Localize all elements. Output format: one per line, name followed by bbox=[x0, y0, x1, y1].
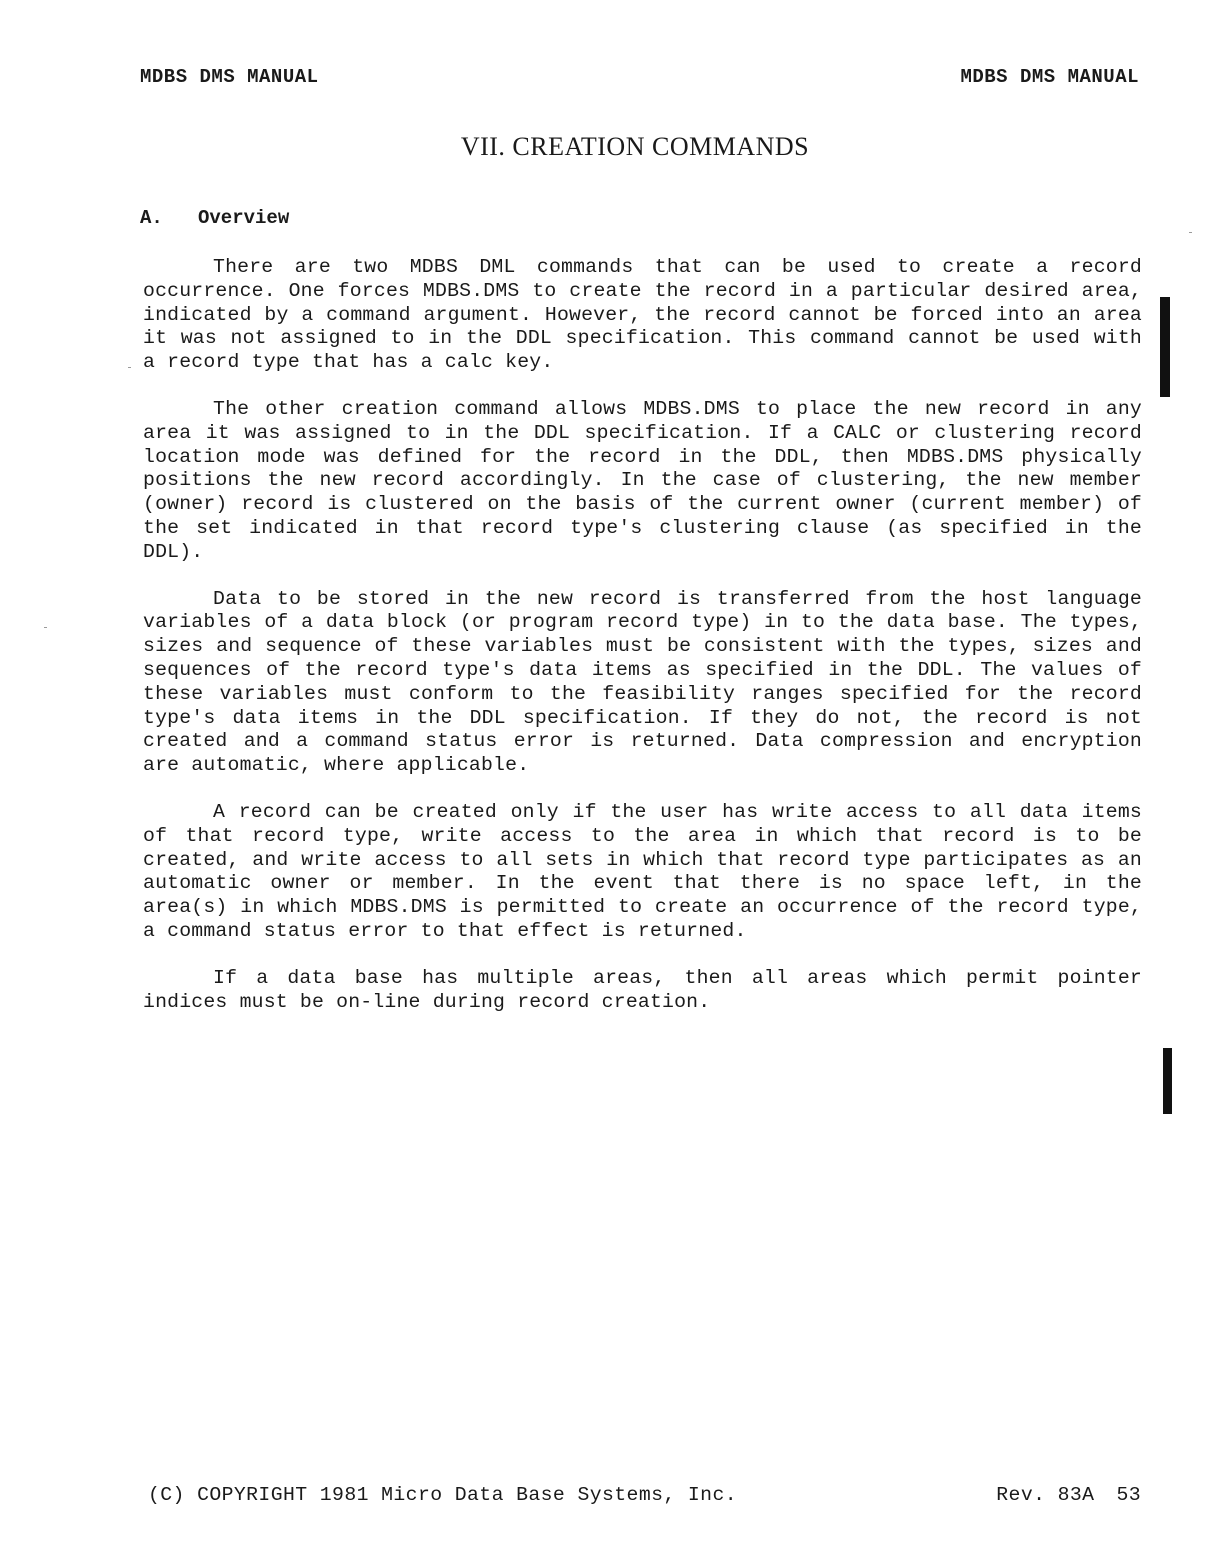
footer-revision bbox=[996, 1484, 1141, 1506]
body-text bbox=[143, 256, 1142, 1037]
page-number: 53 bbox=[1116, 1484, 1141, 1506]
paragraph: There are two MDBS DML commands that can be used to create a record occurrence. One forces MDBS.DMS to create the record in a particular desired area, indicated by a command argument. However, the record cannot be forced into an area it was not assigned to in the DDL specification. This command cannot be used with a record type that has a calc key. bbox=[143, 256, 1142, 374]
scan-speck bbox=[44, 627, 47, 628]
revision-label: Rev. 83A bbox=[996, 1484, 1095, 1506]
revision-change-bar bbox=[1160, 297, 1170, 397]
paragraph: Data to be stored in the new record is transferred from the host language variables of a data block (or program record type) in to the data base. The types, sizes and sequence of these variables must be consistent with the types, sizes and sequences of the record type's data items as specified in the DDL. The values of these variables must conform to the feasibility ranges specified for the record type's data items in the DDL specification. If they do not, the record is not created and a command status error is returned. Data compression and encryption are automatic, where applicable. bbox=[143, 587, 1142, 777]
scan-speck bbox=[128, 367, 131, 368]
running-header-right: MDBS DMS MANUAL bbox=[960, 66, 1139, 88]
revision-change-bar bbox=[1163, 1048, 1172, 1114]
section-heading bbox=[140, 207, 289, 229]
scan-speck bbox=[1189, 232, 1192, 233]
footer-copyright: (C) COPYRIGHT 1981 Micro Data Base Systems, Inc. bbox=[148, 1484, 737, 1506]
chapter-title: VII. CREATION COMMANDS bbox=[460, 132, 810, 161]
paragraph: A record can be created only if the user has write access to all data items of that record type, write access to the area in which that record is to be created, and write access to all sets in which that record type participates as an automatic owner or member. In the event that there is no space left, in the area(s) in which MDBS.DMS is permitted to create an occurrence of the record type, a command status error to that effect is returned. bbox=[143, 800, 1142, 942]
running-header-left: MDBS DMS MANUAL bbox=[140, 66, 319, 88]
paragraph: The other creation command allows MDBS.DMS to place the new record in any area it was assigned to in the DDL specification. If a CALC or clustering record location mode was defined for the record in the DDL, then MDBS.DMS physically positions the new record accordingly. In the case of clustering, the new member (owner) record is clustered on the basis of the current owner (current member) of the set indicated in that record type's clustering clause (as specified in the DDL). bbox=[143, 397, 1142, 563]
section-label: A. bbox=[140, 207, 163, 229]
section-title: Overview bbox=[198, 207, 290, 229]
paragraph: If a data base has multiple areas, then all areas which permit pointer indices must be on-line during record creation. bbox=[143, 966, 1142, 1013]
